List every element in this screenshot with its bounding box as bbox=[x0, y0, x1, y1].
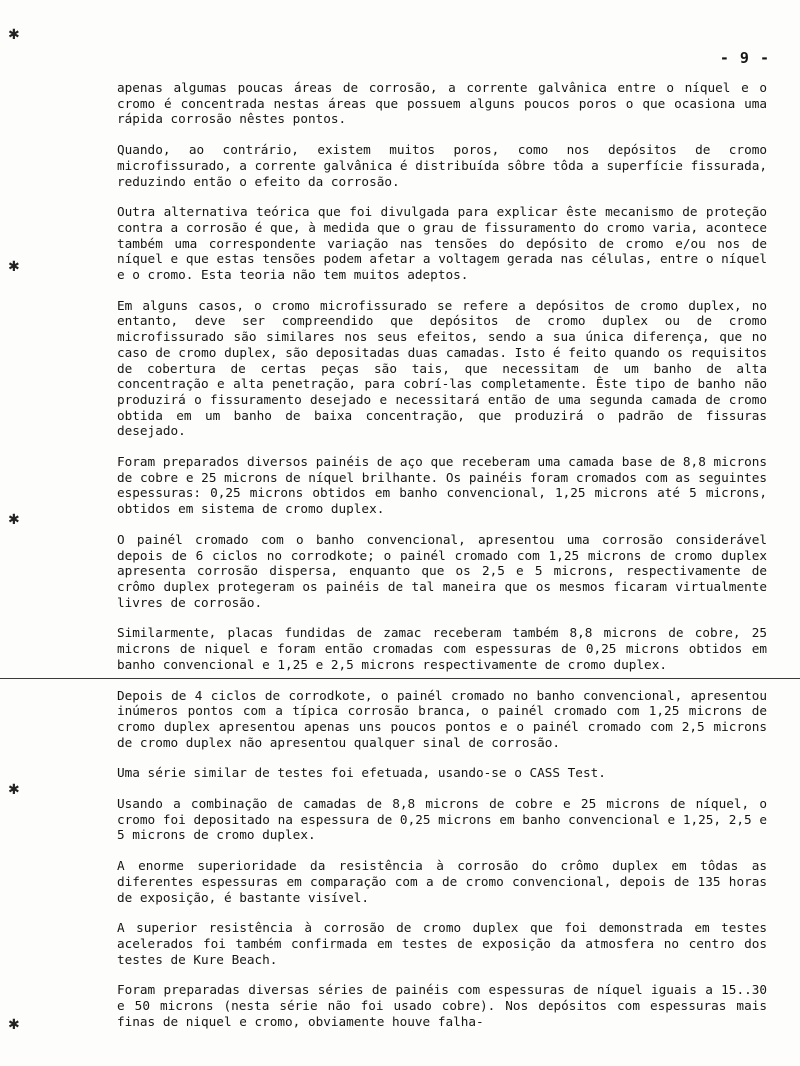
paragraph: Uma série similar de testes foi efetuada, usando-se o CASS Test. bbox=[117, 765, 606, 781]
binding-mark: ✱ bbox=[8, 782, 20, 798]
binding-mark: ✱ bbox=[8, 259, 20, 275]
paragraph: A superior resistência à corrosão de cromo duplex que foi demonstrada em testes acelerados foi também confirmada em testes de exposição da atmosfera no centro dos testes de Kure Beach. bbox=[117, 920, 767, 967]
paragraph: Quando, ao contrário, existem muitos poros, como nos depósitos de cromo microfissurado, a corrente galvânica é distribuída sôbre tôda a superfície fissurada, reduzindo então o efeito da corrosão. bbox=[117, 142, 767, 189]
paragraph: Usando a combinação de camadas de 8,8 microns de cobre e 25 microns de níquel, o cromo foi depositado na espessura de 0,25 microns em banho convencional e 1,25, 2,5 e 5 microns de cromo duplex. bbox=[117, 796, 767, 843]
page-number: - 9 - bbox=[719, 49, 770, 67]
paragraph: Similarmente, placas fundidas de zamac receberam também 8,8 microns de cobre, 25 microns de niquel e foram então cromadas com espessuras de 0,25 microns obtidos em banho convencional e 1,25 e 2,5 microns respectivamente de cromo duplex. bbox=[117, 625, 767, 672]
paragraph: Foram preparadas diversas séries de painéis com espessuras de níquel iguais a 15..30 e 50 microns (nesta série não foi usado cobre). Nos depósitos com espessuras mais finas de niquel e cromo, obviamente houve falha- bbox=[117, 982, 767, 1029]
paragraph: A enorme superioridade da resistência à corrosão do crômo duplex em tôdas as diferentes espessuras em comparação com a de cromo convencional, depois de 135 horas de exposição, é bastante visível. bbox=[117, 858, 767, 905]
paragraph: Em alguns casos, o cromo microfissurado se refere a depósitos de cromo duplex, no entanto, deve ser compreendido que depósitos de cromo duplex ou de cromo microfissurado são similares nos seus efeitos, sendo a sua única diferença, que no caso de cromo duplex, são depositadas duas camadas. Isto é feito quando os requisitos de cobertura de certas peças são tais, que necessitam de um banho de alta concentração e alta penetração, para cobrí-las completamente. Êste tipo de banho não produzirá o fissuramento desejado e necessitará então de uma segunda camada de cromo obtida em um banho de baixa concentração, que produzirá o padrão de fissuras desejado. bbox=[117, 297, 767, 439]
paragraph: apenas algumas poucas áreas de corrosão, a corrente galvânica entre o níquel e o cromo é concentrada nestas áreas que possuem alguns poucos poros o que ocasiona uma rápida corrosão nêstes pontos. bbox=[117, 80, 767, 127]
paragraph: Foram preparados diversos painéis de aço que receberam uma camada base de 8,8 microns de cobre e 25 microns de níquel brilhante. Os painéis foram cromados com as seguintes espessuras: 0,25 microns obtidos em banho convencional, 1,25 microns até 5 microns, obtidos em sistema de cromo duplex. bbox=[117, 454, 767, 517]
binding-mark: ✱ bbox=[8, 512, 20, 528]
paragraph: Depois de 4 ciclos de corrodkote, o painél cromado no banho convencional, apresentou inúmeros pontos com a típica corrosão branca, o painél cromado com 1,25 microns de cromo duplex apresentou apenas uns poucos pontos e o painél cromado com 2,5 microns de cromo duplex não apresentou qualquer sinal de corrosão. bbox=[117, 687, 767, 750]
paragraph: O painél cromado com o banho convencional, apresentou uma corrosão considerável depois de 6 ciclos no corrodkote; o painél cromado com 1,25 microns de cromo duplex apresenta corrosão dispersa, enquanto que os 2,5 e 5 microns, respectivamente de crômo duplex protegeram os painéis de tal maneira que os mesmos ficaram virtualmente livres de corrosão. bbox=[117, 531, 767, 610]
body-text bbox=[117, 80, 767, 1044]
paragraph: Outra alternativa teórica que foi divulgada para explicar êste mecanismo de proteção contra a corrosão é que, à medida que o grau de fissuramento do cromo varia, acontece também uma correspondente variação nas tensões do depósito de cromo e/ou nos de níquel e que estas tensões podem afetar a voltagem gerada nas células, entre o níquel e o cromo. Esta teoria não tem muitos adeptos. bbox=[117, 204, 767, 283]
binding-mark: ✱ bbox=[8, 1017, 20, 1033]
binding-mark: ✱ bbox=[8, 27, 20, 43]
